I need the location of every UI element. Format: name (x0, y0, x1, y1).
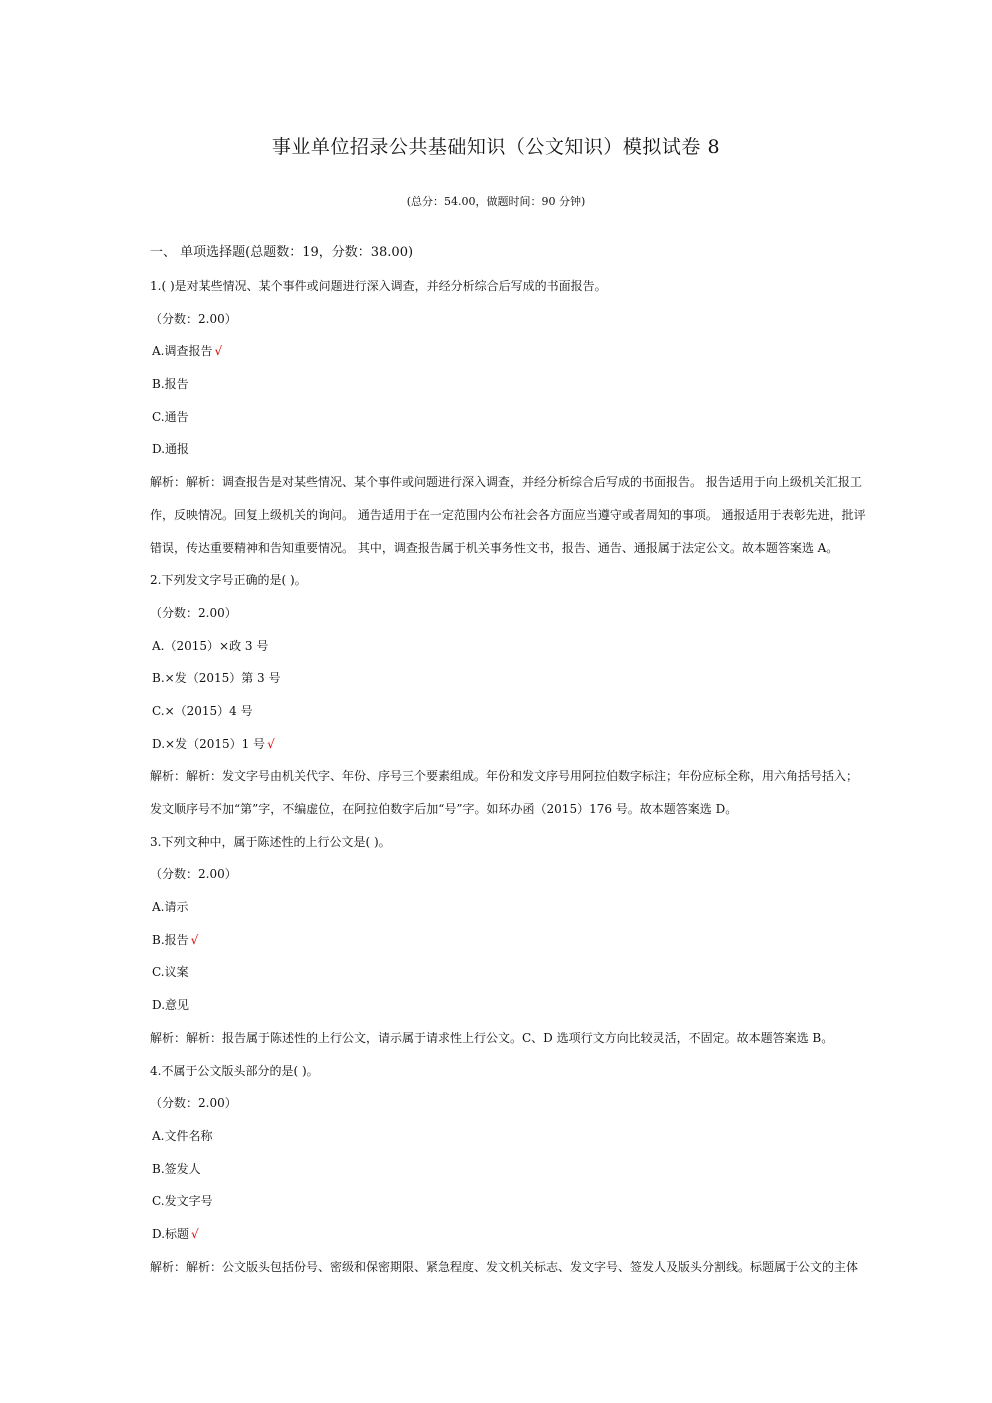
answer-option (150, 930, 850, 963)
question-list (150, 276, 866, 1289)
correct-check-icon: √ (214, 344, 223, 359)
option-text: C.通告 (152, 409, 189, 424)
answer-option (150, 341, 850, 374)
option-text: D.通报 (152, 442, 190, 457)
option-text: D.标题 (152, 1226, 190, 1241)
question-analysis (150, 1028, 850, 1061)
analysis-line: 解析：解析：发文字号由机关代字、年份、序号三个要素组成。年份和发文序号用阿拉伯数字标注；年份应标全称，用六角括号括入； (150, 769, 859, 784)
question-stem: 1.( )是对某些情况、某个事件或问题进行深入调查，并经分析综合后写成的书面报告。 (150, 279, 607, 293)
answer-option (150, 701, 850, 734)
doc-subtitle: (总分：54.00，做题时间：90 分钟) (406, 195, 586, 208)
correct-check-icon: √ (267, 736, 275, 751)
analysis-line: 解析：解析：调查报告是对某些情况、某个事件或问题进行深入调查，并经分析综合后写成的书面报告。 报告适用于向上级机关汇报工 (150, 475, 862, 490)
question-4 (150, 1061, 859, 1290)
question-2 (150, 570, 859, 832)
answer-option (150, 636, 850, 669)
option-text: A.调查报告 (152, 344, 213, 359)
answer-option (150, 668, 850, 701)
analysis-line: 解析：解析：报告属于陈述性的上行公文，请示属于请求性上行公文。C、D 选项行文方向比较灵活，不固定。故本题答案选 B。 (150, 1030, 834, 1045)
answer-option (150, 374, 850, 407)
analysis-line: 发文顺序号不加“第”字，不编虚位，在阿拉伯数字后加“号”字。如环办函（2015）176 号。故本题答案选 D。 (150, 802, 738, 816)
answer-option (150, 962, 850, 995)
option-text: B.报告 (152, 932, 189, 947)
question-stem: 4.不属于公文版头部分的是( )。 (150, 1063, 319, 1078)
option-text: B.×发（2015）第 3 号 (152, 671, 281, 686)
option-text: B.签发人 (152, 1161, 201, 1176)
option-text: C.议案 (152, 965, 189, 980)
question-score: （分数：2.00） (150, 1096, 237, 1111)
question-stem: 2.下列发文字号正确的是( )。 (150, 573, 307, 588)
answer-option (150, 1159, 850, 1192)
answer-option (150, 734, 850, 767)
question-3 (150, 832, 850, 1061)
option-text: A.文件名称 (152, 1128, 213, 1143)
answer-option (150, 439, 850, 472)
analysis-line: 错误，传达重要精神和告知重要情况。 其中，调查报告属于机关事务性文书，报告、通告、通报属于法定公文。故本题答案选 A。 (150, 540, 839, 555)
answer-option (150, 1191, 850, 1224)
option-text: D.意见 (152, 998, 190, 1013)
doc-title: 事业单位招录公共基础知识（公文知识）模拟试卷 8 (271, 136, 721, 158)
question-analysis (150, 766, 859, 831)
section-heading: 一、 单项选择题(总题数：19，分数：38.00) (150, 245, 414, 260)
question-score: （分数：2.00） (150, 867, 237, 882)
answer-option (150, 1224, 850, 1257)
question-stem: 3.下列文种中，属于陈述性的上行公文是( )。 (150, 834, 391, 849)
option-text: C.发文字号 (152, 1194, 213, 1209)
answer-option (150, 995, 850, 1028)
question-analysis (150, 1257, 859, 1290)
question-analysis (150, 472, 866, 570)
question-1 (150, 276, 866, 570)
question-score: （分数：2.00） (150, 311, 237, 326)
option-text: C.×（2015）4 号 (152, 703, 253, 718)
answer-option (150, 897, 850, 930)
option-text: A.请示 (152, 900, 189, 915)
correct-check-icon: √ (190, 932, 199, 947)
answer-option (150, 1126, 850, 1159)
option-text: D.×发（2015）1 号 (152, 736, 266, 751)
analysis-line: 作，反映情况。回复上级机关的询问。 通告适用于在一定范围内公布社会各方面应当遵守或者周知的事项。 通报适用于表彰先进，批评 (150, 507, 866, 522)
question-score: （分数：2.00） (150, 605, 237, 620)
analysis-line: 解析：解析：公文版头包括份号、密级和保密期限、紧急程度、发文机关标志、发文字号、签发人及版头分割线。标题属于公文的主体 (150, 1259, 859, 1274)
option-text: B.报告 (152, 377, 189, 392)
option-text: A.（2015）×政 3 号 (152, 638, 269, 653)
answer-option (150, 407, 850, 440)
correct-check-icon: √ (191, 1226, 199, 1241)
